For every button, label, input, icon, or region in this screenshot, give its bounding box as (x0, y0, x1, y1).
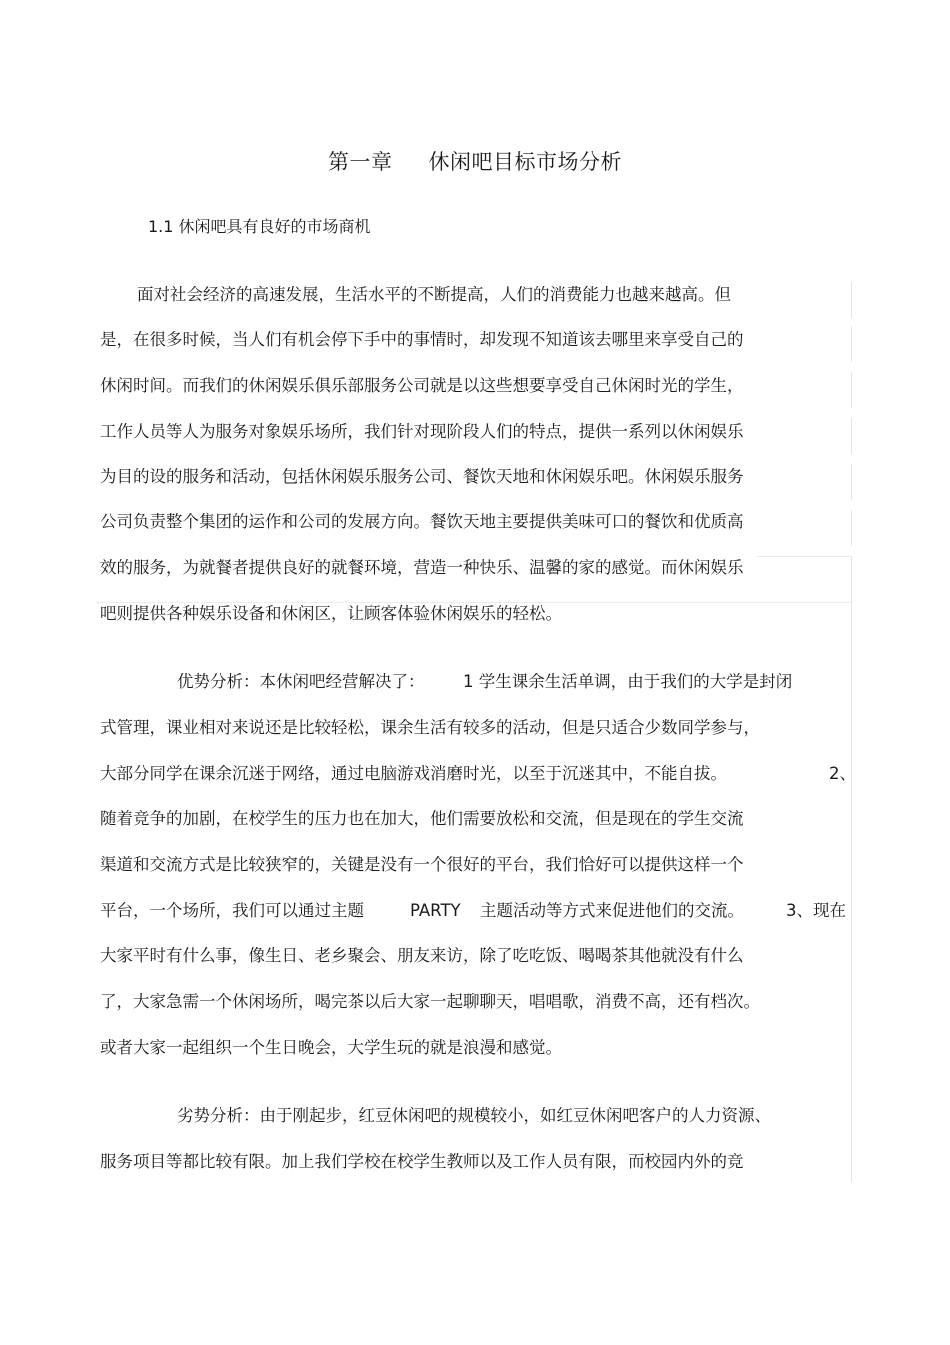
strength-point-1: 1 学生课余生活单调，由于我们的大学是封闭 (463, 672, 793, 691)
paragraph-line: 式管理，课业相对来说还是比较轻松，课余生活有较多的活动，但是只适合少数同学参与， (100, 718, 760, 737)
paragraph-line (100, 897, 846, 925)
paragraph-line: 或者大家一起组织一个生日晚会，大学生玩的就是浪漫和感觉。 (100, 1038, 562, 1057)
paragraph-line: 渠道和交流方式是比较狭窄的，关键是没有一个很好的平台，我们恰好可以提供这样一个 (100, 855, 744, 874)
margin-rule (851, 418, 852, 454)
chapter-number: 第一章 (328, 150, 393, 174)
paragraph-line: 休闲时间。而我们的休闲娱乐俱乐部服务公司就是以这些想要享受自己休闲时光的学生， (100, 376, 744, 395)
margin-rule (851, 464, 852, 500)
paragraph-line: 为目的设的服务和活动，包括休闲娱乐服务公司、餐饮天地和休闲娱乐吧。休闲娱乐服务 (100, 467, 744, 486)
strength-analysis-intro: 优势分析：本休闲吧经营解决了： (177, 672, 425, 691)
margin-rule (851, 510, 852, 546)
paragraph-line: 劣势分析：由于刚起步，红豆休闲吧的规模较小，如红豆休闲吧客户的人力资源、 (177, 1106, 771, 1125)
section-heading: 1.1 休闲吧具有良好的市场商机 (148, 217, 371, 236)
point-marker-2: 2、 (829, 764, 856, 783)
margin-rule (851, 556, 852, 1182)
margin-rule (851, 326, 852, 362)
party-word: PARTY (410, 901, 461, 920)
paragraph-line (177, 668, 793, 696)
margin-rule (851, 372, 852, 408)
point-marker-3: 3、现在 (786, 901, 846, 920)
chapter-title (0, 146, 950, 178)
party-rest: 主题活动等方式来促进他们的交流。 (480, 901, 744, 920)
paragraph-line: 效的服务，为就餐者提供良好的就餐环境，营造一种快乐、温馨的家的感觉。而休闲娱乐 (100, 558, 744, 577)
margin-rule (851, 282, 852, 318)
paragraph-line: 是，在很多时候，当人们有机会停下手中的事情时，却发现不知道该去哪里来享受自己的 (100, 330, 744, 349)
chapter-name: 休闲吧目标市场分析 (428, 150, 622, 174)
paragraph-line: 工作人员等人为服务对象娱乐场所，我们针对现阶段人们的特点，提供一系列以休闲娱乐 (100, 422, 744, 441)
paragraph-line-text: 平台，一个场所，我们可以通过主题 (100, 901, 364, 920)
paragraph-line: 了，大家急需一个休闲场所，喝完茶以后大家一起聊聊天，唱唱歌，消费不高，还有档次。 (100, 992, 760, 1011)
paragraph-line: 服务项目等都比较有限。加上我们学校在校学生教师以及工作人员有限，而校园内外的竞 (100, 1152, 744, 1171)
paragraph-line: 吧则提供各种娱乐设备和休闲区，让顾客体验休闲娱乐的轻松。 (100, 604, 562, 623)
margin-rule (756, 556, 852, 557)
paragraph-line-text: 大部分同学在课余沉迷于网络，通过电脑游戏消磨时光，以至于沉迷其中，不能自拔。 (100, 764, 727, 783)
paragraph-line: 面对社会经济的高速发展，生活水平的不断提高，人们的消费能力也越来越高。但 (137, 285, 731, 304)
paragraph-line (100, 760, 856, 788)
paragraph-line: 公司负责整个集团的运作和公司的发展方向。餐饮天地主要提供美味可口的餐饮和优质高 (100, 512, 744, 531)
paragraph-line: 随着竞争的加剧，在校学生的压力也在加大，他们需要放松和交流，但是现在的学生交流 (100, 809, 744, 828)
paragraph-line: 大家平时有什么事，像生日、老乡聚会、朋友来访，除了吃吃饭、喝喝茶其他就没有什么 (100, 946, 744, 965)
